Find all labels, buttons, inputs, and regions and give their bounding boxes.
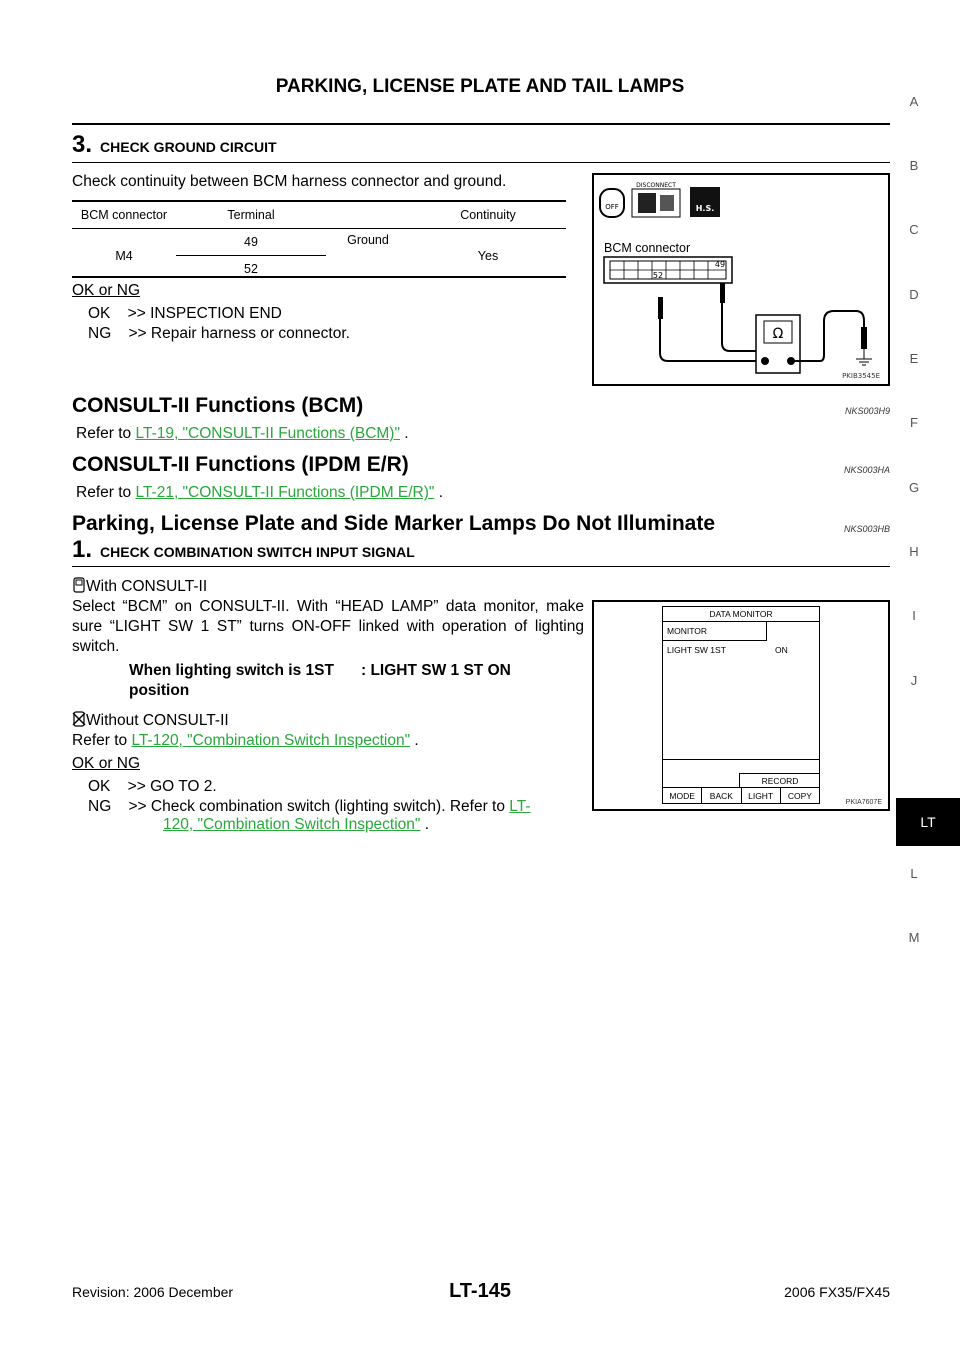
refer-tail: .	[420, 816, 430, 833]
pin-52-label: 52	[652, 271, 664, 280]
col-header-terminal: Terminal	[176, 201, 326, 229]
link-lt-21[interactable]: LT-21, "CONSULT-II Functions (IPDM E/R)"	[135, 484, 435, 501]
light-button[interactable]: LIGHT	[742, 788, 781, 804]
cell-ground: Ground	[326, 229, 410, 283]
refer-text: Refer to	[76, 484, 136, 501]
condition-value: : LIGHT SW 1 ST ON	[361, 662, 511, 679]
side-tab-m[interactable]: M	[908, 930, 920, 945]
ok-or-ng-label: OK or NG	[72, 282, 141, 299]
refer-text: Refer to	[72, 732, 132, 749]
page-title: PARKING, LICENSE PLATE AND TAIL LAMPS	[275, 76, 685, 97]
consult-screen	[662, 606, 820, 804]
ignition-off-icon	[600, 189, 624, 217]
condition-label: When lighting switch is 1ST position	[129, 662, 334, 699]
refer-line-step1	[72, 731, 419, 751]
link-lt-120[interactable]: LT-120, "Combination Switch Inspection"	[131, 732, 411, 749]
step1-body: Select “BCM” on CONSULT-II. With “HEAD LAMP” data monitor, make sure “LIGHT SW 1 ST” turns ON-OFF linked with operation of lighting switch.	[72, 598, 584, 655]
refer-tail: .	[434, 484, 444, 501]
cell-continuity: Yes	[410, 229, 566, 283]
screen-item-value: ON	[775, 645, 788, 655]
back-button[interactable]: BACK	[702, 788, 741, 804]
side-tab-c[interactable]: C	[909, 222, 919, 237]
hs-icon	[690, 187, 720, 217]
side-tab-i[interactable]: I	[912, 608, 916, 623]
footer-revision: Revision: 2006 December	[72, 1284, 234, 1300]
result-ng	[88, 797, 588, 817]
section-heading-consult-bcm: CONSULT-II Functions (BCM)	[72, 394, 364, 417]
figure-code: PKIA7607E	[845, 799, 882, 806]
side-tab-d[interactable]: D	[909, 287, 919, 302]
result-arrow: >>	[128, 798, 147, 815]
result-code: NG	[88, 325, 112, 342]
result-code: OK	[88, 305, 111, 322]
side-tab-e[interactable]: E	[909, 351, 919, 366]
link-lt-120-part1[interactable]: LT-	[509, 798, 531, 815]
result-arrow: >>	[127, 305, 146, 322]
ohmmeter-icon	[756, 315, 800, 373]
off-label: OFF	[605, 203, 619, 211]
step-rule	[72, 162, 890, 163]
screen-title: DATA MONITOR	[663, 607, 819, 622]
disconnect-label: DISCONNECT	[636, 182, 676, 189]
copy-button[interactable]: COPY	[787, 791, 812, 801]
screen-monitor-label: MONITOR	[663, 621, 767, 641]
result-code: OK	[88, 778, 111, 795]
result-ok	[88, 304, 282, 324]
probe-wires	[658, 283, 764, 361]
step-number: 3.	[72, 131, 93, 158]
step-number: 1.	[72, 536, 93, 563]
section-heading-parking: Parking, License Plate and Side Marker Lamps Do Not Illuminate	[72, 512, 716, 535]
data-monitor-figure	[592, 600, 890, 811]
result-ng	[88, 324, 350, 344]
consult-tool-icon	[72, 577, 86, 593]
result-arrow: >>	[127, 778, 146, 795]
screen-item-label: LIGHT SW 1ST	[667, 645, 726, 655]
col-header-continuity: Continuity	[410, 201, 566, 229]
step-rule	[72, 566, 890, 567]
link-lt-120-part2[interactable]: 120, "Combination Switch Inspection"	[163, 816, 421, 833]
side-tab-g[interactable]: G	[908, 480, 920, 495]
side-tab-lt-active[interactable]: LT	[896, 798, 960, 846]
side-tab-b[interactable]: B	[909, 158, 919, 173]
side-tab-a[interactable]: A	[909, 94, 919, 109]
result-text: INSPECTION END	[150, 305, 282, 322]
result-text: GO TO 2.	[150, 778, 217, 795]
refer-text: Refer to	[76, 425, 136, 442]
disconnect-icon	[632, 182, 680, 217]
col-header-connector: BCM connector	[72, 201, 176, 229]
with-consult-line	[72, 577, 207, 597]
without-consult-line	[72, 711, 229, 731]
record-button[interactable]: RECORD	[739, 773, 820, 788]
mode-button[interactable]: MODE	[663, 788, 702, 804]
step-title: CHECK GROUND CIRCUIT	[100, 139, 277, 155]
footer-model: 2006 FX35/FX45	[784, 1284, 890, 1300]
result-arrow: >>	[128, 325, 147, 342]
step3-instruction: Check continuity between BCM harness connector and ground.	[72, 173, 507, 190]
refer-tail: .	[399, 425, 409, 442]
cell-terminal-52: 52	[176, 256, 326, 283]
step3-heading	[72, 131, 277, 159]
bcm-connector-figure	[592, 173, 890, 386]
refer-line-ipdm	[76, 483, 443, 503]
continuity-table	[72, 200, 566, 282]
result-ng-continued	[163, 815, 429, 835]
refer-tail: .	[410, 732, 419, 749]
section-code: NKS003HB	[843, 524, 890, 534]
section-heading-consult-ipdm: CONSULT-II Functions (IPDM E/R)	[72, 453, 409, 476]
cell-connector: M4	[72, 229, 176, 283]
side-tab-h[interactable]: H	[909, 544, 919, 559]
without-consult-label: Without CONSULT-II	[86, 712, 229, 729]
link-lt-19[interactable]: LT-19, "CONSULT-II Functions (BCM)"	[135, 425, 400, 442]
step-title: CHECK COMBINATION SWITCH INPUT SIGNAL	[100, 544, 415, 560]
ok-or-ng-label: OK or NG	[72, 755, 141, 772]
section-code: NKS003HA	[843, 465, 890, 475]
side-tab-f[interactable]: F	[910, 415, 918, 430]
pin-49-label: 49	[714, 260, 726, 269]
result-text: Repair harness or connector.	[150, 325, 350, 342]
step1-heading	[72, 536, 415, 564]
result-ok	[88, 777, 217, 797]
side-tab-l[interactable]: L	[910, 866, 918, 881]
result-text: Check combination switch (lighting switch). Refer to	[150, 798, 510, 815]
bcm-connector-diagram	[594, 175, 888, 384]
header-rule	[72, 123, 890, 125]
refer-line-bcm	[76, 424, 409, 444]
no-consult-icon	[72, 711, 86, 727]
with-consult-label: With CONSULT-II	[86, 578, 208, 595]
hs-label: H.S.	[695, 204, 715, 213]
cell-terminal-49: 49	[176, 229, 326, 256]
side-tab-j[interactable]: J	[910, 673, 918, 688]
table-bottom-rule	[72, 276, 566, 278]
footer-page-number: LT-145	[449, 1280, 511, 1302]
result-code: NG	[88, 798, 112, 815]
section-code: NKS003H9	[844, 406, 890, 416]
col-header-blank	[326, 201, 410, 229]
screen-divider	[663, 759, 819, 760]
figure-code: PKIB3545E	[842, 372, 880, 380]
screen-button-bar	[663, 787, 819, 804]
connector-label: BCM connector	[604, 241, 691, 255]
connector-body	[604, 257, 732, 283]
ohm-symbol: Ω	[772, 326, 784, 342]
ground-wire	[791, 311, 872, 365]
